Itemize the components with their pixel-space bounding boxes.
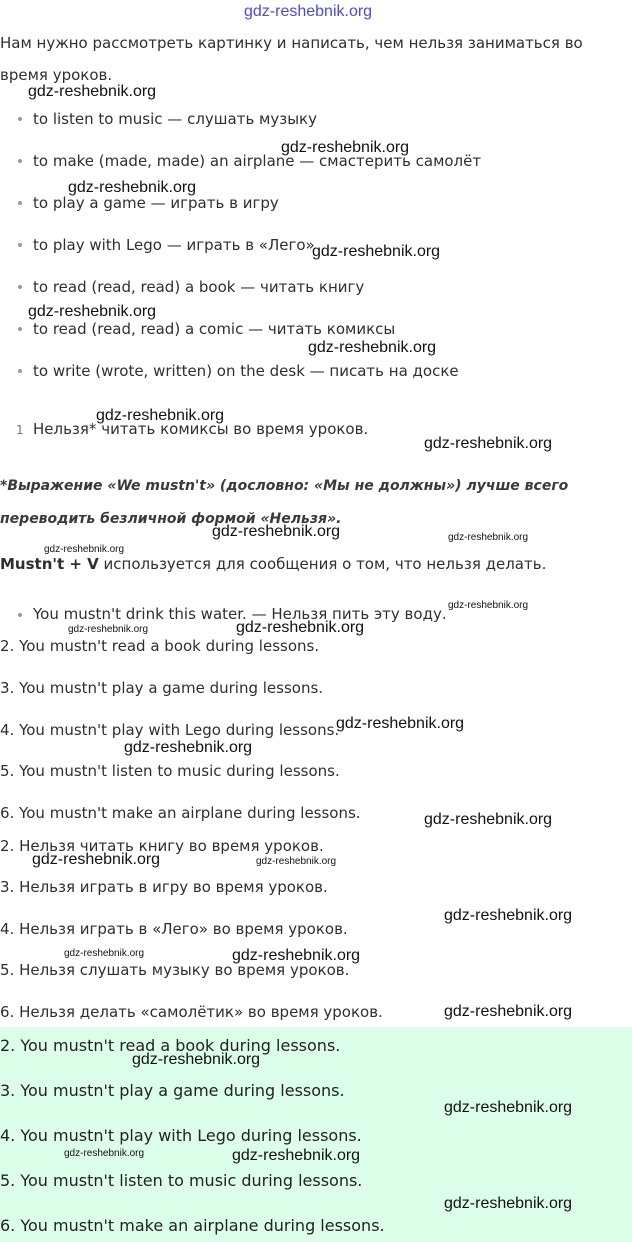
watermark: gdz-reshebnik.org: [424, 435, 553, 452]
rule-description: используется для сообщения о том, что нельзя делать.: [98, 555, 547, 573]
watermark: gdz-reshebnik.org: [424, 811, 553, 828]
list-item: to play a game — играть в игру: [33, 194, 279, 212]
answer-line: 4. You mustn't play with Lego during lessons.: [0, 721, 340, 739]
note-line-2: переводить безличной формой «Нельзя».: [0, 511, 342, 527]
example-text: Нельзя* читать комиксы во время уроков.: [33, 420, 369, 438]
watermark: gdz-reshebnik.org: [312, 243, 441, 260]
bullet-icon: [18, 285, 22, 289]
watermark: gdz-reshebnik.org: [68, 179, 197, 196]
answer-line: 3. You mustn't play a game during lessons.: [0, 1081, 345, 1100]
watermark: gdz-reshebnik.org: [336, 715, 465, 732]
answer-line: 5. You mustn't listen to music during lessons.: [0, 1171, 363, 1190]
example-number: 1: [16, 423, 24, 437]
watermark: gdz-reshebnik.org: [64, 1148, 145, 1159]
watermark: gdz-reshebnik.org: [232, 947, 361, 964]
watermark: gdz-reshebnik.org: [124, 739, 253, 756]
list-item: to read (read, read) a comic — читать комиксы: [33, 320, 396, 338]
note-line-1: *Выражение «We mustn't» (дословно: «Мы не должны») лучше всего: [0, 478, 569, 494]
watermark: gdz-reshebnik.org: [448, 600, 529, 611]
watermark: gdz-reshebnik.org: [444, 1003, 573, 1020]
watermark: gdz-reshebnik.org: [44, 544, 125, 555]
watermark: gdz-reshebnik.org: [308, 339, 437, 356]
watermark: gdz-reshebnik.org: [64, 948, 145, 959]
watermark: gdz-reshebnik.org: [232, 1147, 361, 1164]
intro-line-1: Нам нужно рассмотреть картинку и написать, чем нельзя заниматься во: [0, 34, 583, 52]
answer-line: 2. You mustn't read a book during lessons.: [0, 1036, 341, 1055]
intro-line-2: время уроков.: [0, 66, 113, 84]
watermark: gdz-reshebnik.org: [444, 1195, 573, 1212]
answer-line: 4. Нельзя играть в «Лего» во время уроков.: [0, 920, 348, 938]
watermark: gdz-reshebnik.org: [236, 619, 365, 636]
answer-line: 3. You mustn't play a game during lessons.: [0, 679, 324, 697]
list-item: to write (wrote, written) on the desk — писать на доске: [33, 362, 459, 380]
bullet-icon: [18, 613, 22, 617]
answer-line: 2. Нельзя читать книгу во время уроков.: [0, 837, 324, 855]
list-item: to play with Lego — играть в «Лего»: [33, 236, 315, 254]
answer-line: 6. Нельзя делать «самолётик» во время уроков.: [0, 1003, 383, 1021]
answer-line: 5. Нельзя слушать музыку во время уроков.: [0, 961, 350, 979]
watermark: gdz-reshebnik.org: [32, 851, 161, 868]
watermark: gdz-reshebnik.org: [448, 532, 529, 543]
answer-line: 6. You mustn't make an airplane during lessons.: [0, 1216, 385, 1235]
list-item: to read (read, read) a book — читать книгу: [33, 278, 365, 296]
watermark: gdz-reshebnik.org: [256, 856, 337, 867]
rule-formula: Mustn't + V: [0, 555, 99, 573]
watermark-top: gdz-reshebnik.org: [244, 3, 373, 20]
bullet-icon: [18, 159, 22, 163]
watermark: gdz-reshebnik.org: [28, 303, 157, 320]
watermark: gdz-reshebnik.org: [281, 139, 410, 156]
watermark: gdz-reshebnik.org: [212, 523, 341, 540]
bullet-icon: [18, 117, 22, 121]
list-item: to make (made, made) an airplane — смастерить самолёт: [33, 152, 482, 170]
watermark: gdz-reshebnik.org: [132, 1051, 261, 1068]
answer-line: 3. Нельзя играть в игру во время уроков.: [0, 878, 328, 896]
bullet-icon: [18, 327, 22, 331]
watermark: gdz-reshebnik.org: [444, 907, 573, 924]
bullet-icon: [18, 243, 22, 247]
answer-line: 6. You mustn't make an airplane during lessons.: [0, 804, 361, 822]
list-item: to listen to music — слушать музыку: [33, 110, 317, 128]
rule-text: [0, 555, 546, 573]
answer-line: 4. You mustn't play with Lego during lessons.: [0, 1126, 362, 1145]
watermark: gdz-reshebnik.org: [68, 624, 149, 635]
bullet-icon: [18, 201, 22, 205]
rule-example: You mustn't drink this water. — Нельзя пить эту воду.: [33, 605, 447, 623]
answer-line: 5. You mustn't listen to music during lessons.: [0, 762, 340, 780]
watermark: gdz-reshebnik.org: [444, 1099, 573, 1116]
bullet-icon: [18, 369, 22, 373]
answer-line: 2. You mustn't read a book during lessons.: [0, 637, 320, 655]
watermark: gdz-reshebnik.org: [28, 83, 157, 100]
watermark: gdz-reshebnik.org: [96, 407, 225, 424]
